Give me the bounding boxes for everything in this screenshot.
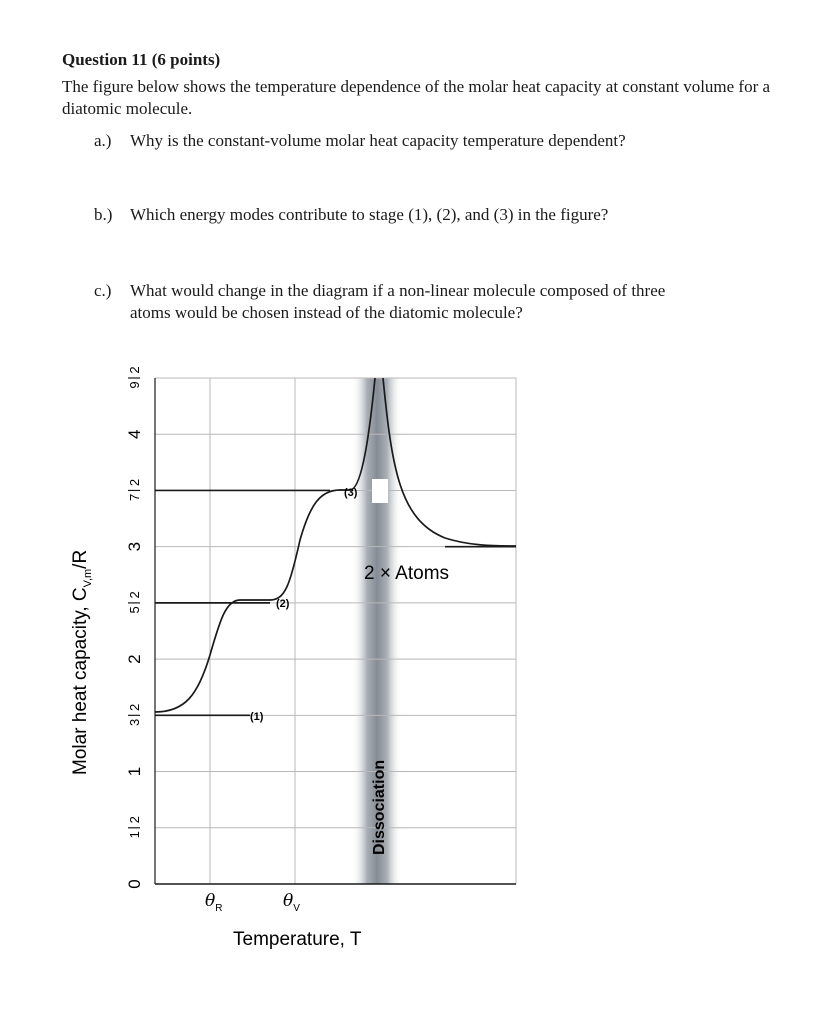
y-tick-denominator: 2 xyxy=(127,703,142,711)
stage-label-3: (3) xyxy=(344,487,358,499)
stage-label-1: (1) xyxy=(250,711,264,723)
stage-label-2: (2) xyxy=(276,598,290,610)
y-tick-text: 1 xyxy=(125,766,144,777)
y-tick-label xyxy=(127,704,142,726)
part-text: What would change in the diagram if a non-linear molecule composed of three xyxy=(130,281,666,300)
y-tick-label xyxy=(127,479,142,501)
y-tick-denominator: 2 xyxy=(127,816,142,824)
x-tick-theta-v: $\theta_V$ xyxy=(283,891,300,914)
heat-capacity-curve xyxy=(155,378,375,712)
y-tick-numerator: 5 xyxy=(127,606,142,614)
y-tick-numerator: 1 xyxy=(127,831,142,839)
part-label: b.) xyxy=(94,205,113,224)
y-tick-numerator: 9 xyxy=(127,381,142,389)
part-text: Why is the constant-volume molar heat capacity temperature dependent? xyxy=(130,131,626,150)
y-tick-label xyxy=(127,816,142,838)
label-backdrop xyxy=(372,479,388,503)
part-text-cont: atoms would be chosen instead of the diatomic molecule? xyxy=(130,303,523,322)
x-tick-theta-r: $\theta_R$ xyxy=(205,891,223,914)
y-tick-numerator: 7 xyxy=(127,493,142,502)
y-tick-text: 0 xyxy=(125,879,144,889)
y-tick-label xyxy=(125,542,144,551)
part-label: c.) xyxy=(94,281,112,300)
y-tick-label xyxy=(127,366,142,388)
y-tick-text: 2 xyxy=(125,654,144,664)
x-axis-label: Temperature, T xyxy=(233,929,362,950)
y-axis-label: Molar heat capacity, $C_{V,m}/R$ xyxy=(70,549,94,775)
y-tick-label xyxy=(127,591,142,613)
y-tick-text: 4 xyxy=(125,429,144,439)
dissociation-label: Dissociation xyxy=(371,759,388,855)
grid-lines xyxy=(155,378,516,884)
y-tick-label xyxy=(125,429,144,438)
part-label: a.) xyxy=(94,131,112,150)
question-intro: The figure below shows the temperature dependence of the molar heat capacity at constant volume for a diatomic molecule. xyxy=(62,77,771,118)
y-tick-label xyxy=(125,879,144,888)
y-tick-labels xyxy=(125,366,144,888)
y-tick-label xyxy=(125,654,144,663)
atoms-label: 2 × Atoms xyxy=(364,563,450,584)
y-tick-text: 3 xyxy=(125,541,144,552)
y-tick-denominator: 2 xyxy=(127,366,142,374)
y-tick-denominator: 2 xyxy=(127,591,142,599)
y-tick-label xyxy=(125,767,144,776)
question-title: Question 11 (6 points) xyxy=(62,50,221,69)
y-tick-denominator: 2 xyxy=(127,478,142,487)
part-text: Which energy modes contribute to stage (1), (2), and (3) in the figure? xyxy=(130,205,609,224)
y-tick-numerator: 3 xyxy=(127,718,142,726)
dissociation-curve xyxy=(383,378,516,546)
